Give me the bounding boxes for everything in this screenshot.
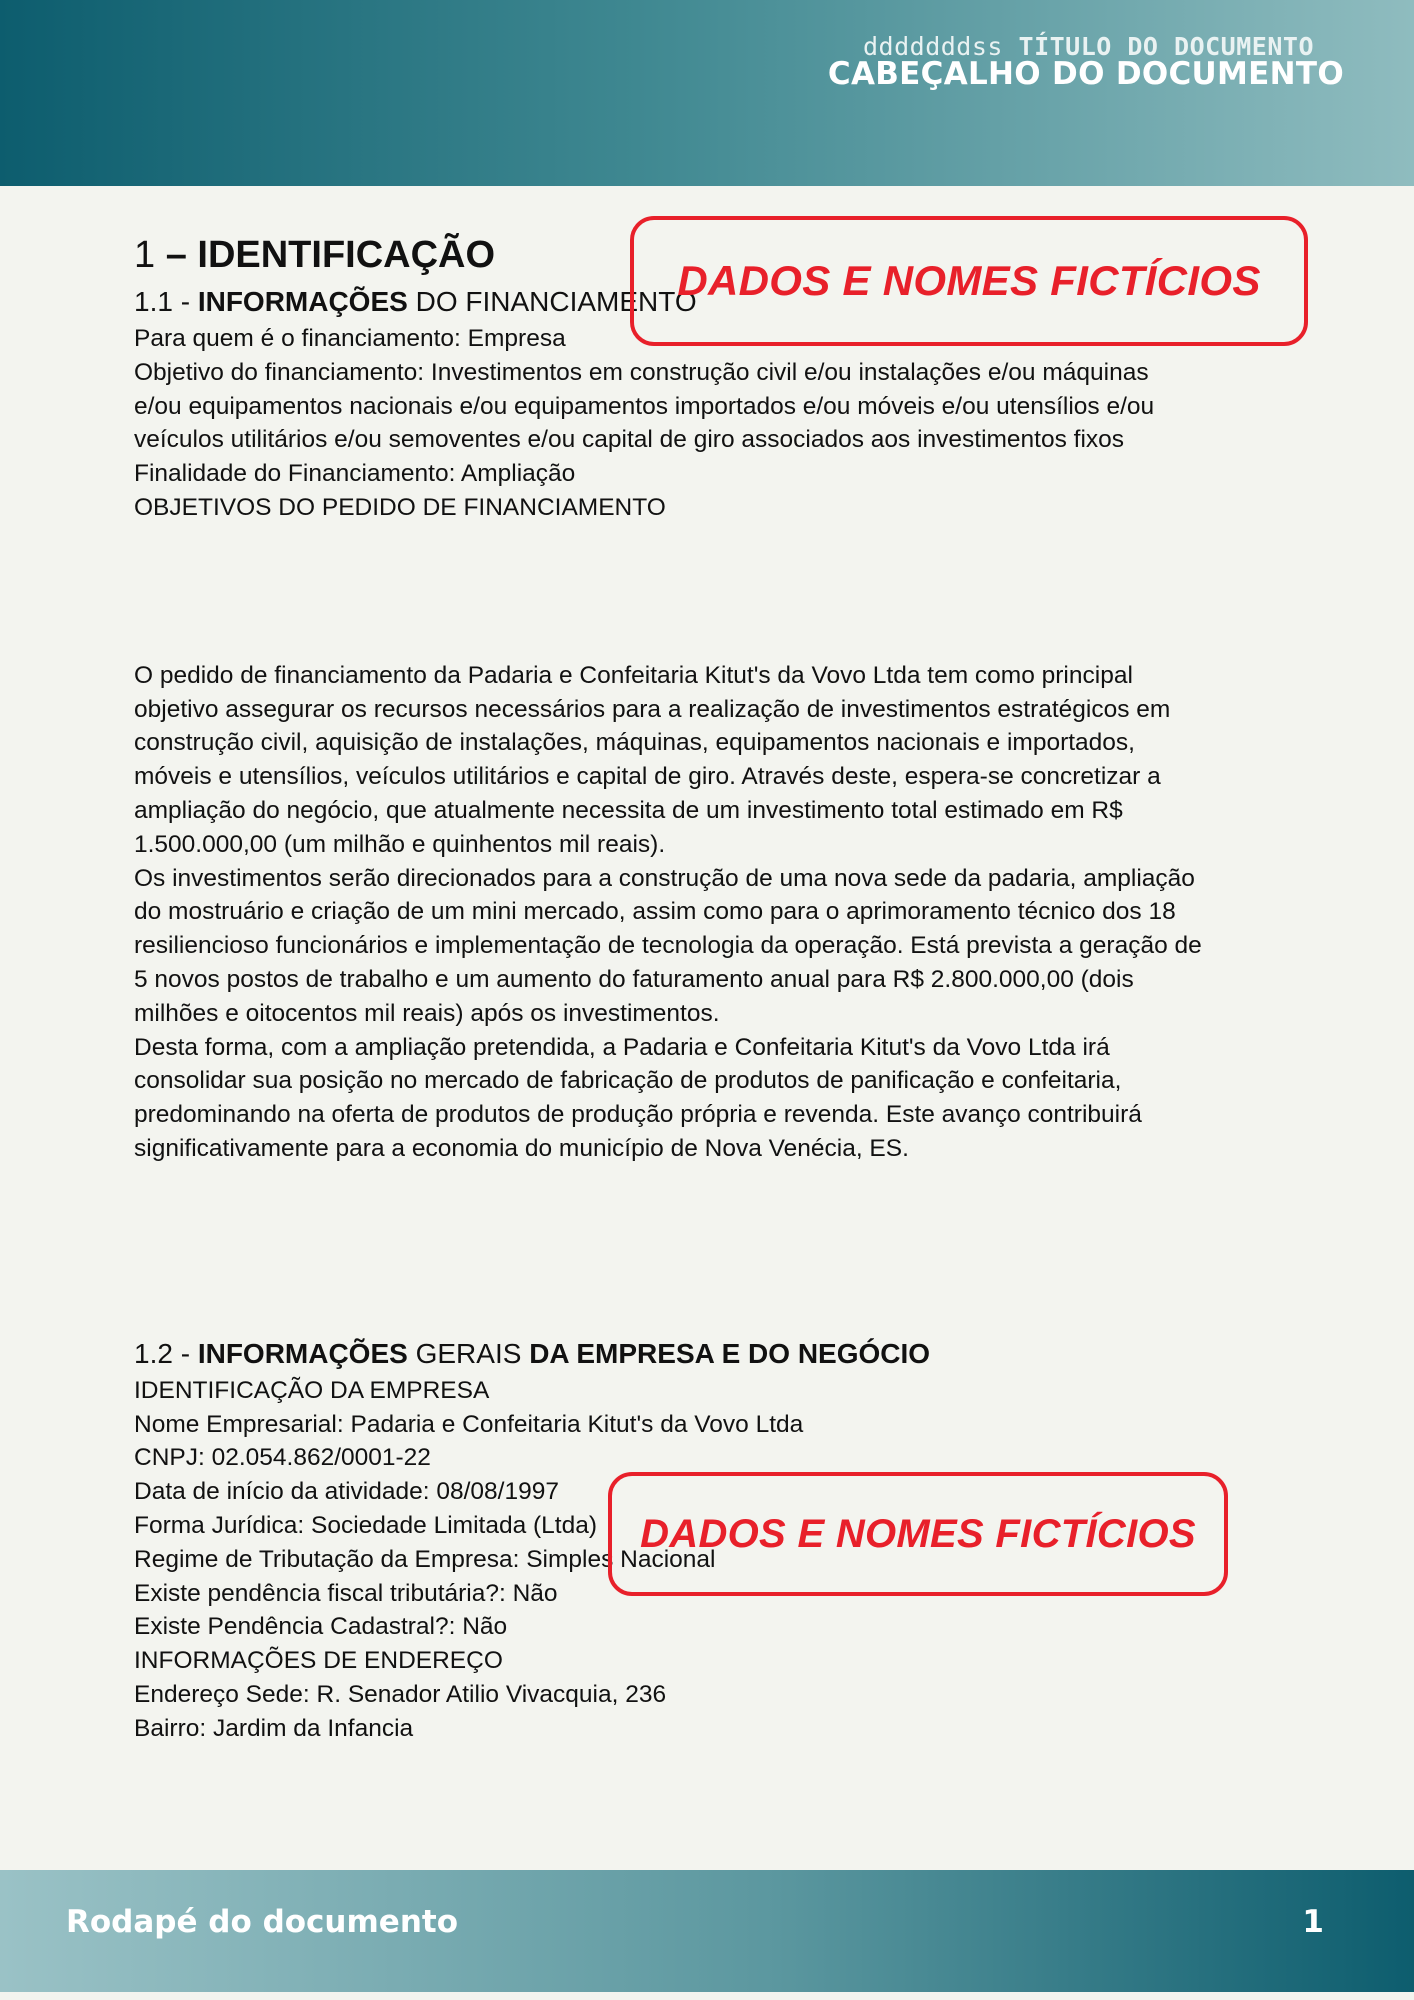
footer-text: Rodapé do documento — [66, 1904, 459, 1940]
text-line: significativamente para a economia do município de Nova Venécia, ES. — [134, 1134, 909, 1162]
fictitious-data-stamp: DADOS E NOMES FICTÍCIOS — [630, 216, 1308, 346]
header-subtitle-prefix: dddddddss — [862, 32, 1003, 61]
spacer — [134, 1166, 1284, 1336]
section-1-number: 1 — [134, 234, 156, 276]
header-subtitle-strong: TÍTULO DO DOCUMENTO — [1018, 32, 1314, 61]
header-title: CABEÇALHO DO DOCUMENTO — [827, 56, 1344, 92]
text-line: OBJETIVOS DO PEDIDO DE FINANCIAMENTO — [134, 493, 666, 521]
text-line: Objetivo do financiamento: Investimentos em construção civil e/ou instalações e/ou máquinas — [134, 358, 1149, 386]
text-line: construção civil, aquisição de instalações, máquinas, equipamentos nacionais e importados, — [134, 729, 1135, 757]
text-line: O pedido de financiamento da Padaria e Confeitaria Kitut's da Vovo Ltda tem como principal — [134, 661, 1133, 689]
text-line: CNPJ: 02.054.862/0001-22 — [134, 1444, 431, 1472]
section-1-2-heading — [134, 1336, 1284, 1372]
text-line: Existe pendência fiscal tributária?: Não — [134, 1579, 558, 1607]
text-line: predominando na oferta de produtos de produção própria e revenda. Este avanço contribuirá — [134, 1101, 1142, 1129]
text-line: Desta forma, com a ampliação pretendida, a Padaria e Confeitaria Kitut's da Vovo Ltda irá — [134, 1033, 1110, 1061]
section-1-2-mid: GERAIS — [407, 1337, 530, 1369]
section-1-2-bold2: DA EMPRESA E DO NEGÓCIO — [529, 1337, 931, 1369]
document-footer — [0, 1870, 1414, 1992]
text-line: objetivo assegurar os recursos necessários para a realização de investimentos estratégicos em — [134, 695, 1171, 723]
text-line: IDENTIFICAÇÃO DA EMPRESA — [134, 1376, 490, 1404]
section-1-1-bold: INFORMAÇÕES — [197, 286, 408, 317]
financing-info — [134, 322, 1284, 525]
spacer — [134, 525, 1284, 659]
text-line: e/ou equipamentos nacionais e/ou equipamentos importados e/ou móveis e/ou utensílios e/ou — [134, 392, 1155, 420]
text-line: Data de início da atividade: 08/08/1997 — [134, 1478, 559, 1506]
section-1-1-rest: DO FINANCIAMENTO — [407, 286, 697, 317]
section-1-1-prefix: 1.1 - — [134, 286, 198, 317]
text-line: móveis e utensílios, veículos utilitários e capital de giro. Através deste, espera-se concretizar a — [134, 763, 1161, 791]
text-line: Regime de Tributação da Empresa: Simples Nacional — [134, 1545, 716, 1573]
section-1-2-prefix: 1.2 - — [134, 1337, 198, 1369]
text-line: Forma Jurídica: Sociedade Limitada (Ltda) — [134, 1511, 597, 1539]
section-1-title: IDENTIFICAÇÃO — [197, 234, 496, 276]
section-1-dash: – — [155, 234, 198, 276]
text-line: 1.500.000,00 (um milhão e quinhentos mil reais). — [134, 830, 666, 858]
fictitious-data-stamp: DADOS E NOMES FICTÍCIOS — [608, 1472, 1228, 1596]
section-1-2-bold1: INFORMAÇÕES — [197, 1337, 408, 1369]
text-line: 5 novos postos de trabalho e um aumento do faturamento anual para R$ 2.800.000,00 (dois — [134, 965, 1134, 993]
text-line: do mostruário e criação de um mini mercado, assim como para o aprimoramento técnico dos 18 — [134, 898, 1176, 926]
text-line: Os investimentos serão direcionados para a construção de uma nova sede da padaria, ampliação — [134, 864, 1195, 892]
text-line: Bairro: Jardim da Infancia — [134, 1714, 414, 1742]
text-line: Finalidade do Financiamento: Ampliação — [134, 460, 576, 488]
document-header — [0, 0, 1414, 186]
text-line: Existe Pendência Cadastral?: Não — [134, 1613, 508, 1641]
text-line: INFORMAÇÕES DE ENDEREÇO — [134, 1647, 503, 1675]
text-line: veículos utilitários e/ou semoventes e/ou capital de giro associados aos investimentos fixos — [134, 426, 1125, 454]
text-line: Endereço Sede: R. Senador Atilio Vivacquia, 236 — [134, 1680, 667, 1708]
financing-objectives-paragraph — [134, 659, 1284, 1166]
page-number: 1 — [1302, 1904, 1324, 1940]
text-line: ampliação do negócio, que atualmente necessita de um investimento total estimado em R$ — [134, 796, 1123, 824]
text-line: consolidar sua posição no mercado de fabricação de produtos de panificação e confeitaria, — [134, 1067, 1122, 1095]
text-line: milhões e oitocentos mil reais) após os investimentos. — [134, 999, 720, 1027]
text-line: Nome Empresarial: Padaria e Confeitaria Kitut's da Vovo Ltda — [134, 1410, 804, 1438]
text-line: resiliencioso funcionários e implementação de tecnologia da operação. Está prevista a geração de — [134, 932, 1202, 960]
text-line: Para quem é o financiamento: Empresa — [134, 325, 566, 352]
